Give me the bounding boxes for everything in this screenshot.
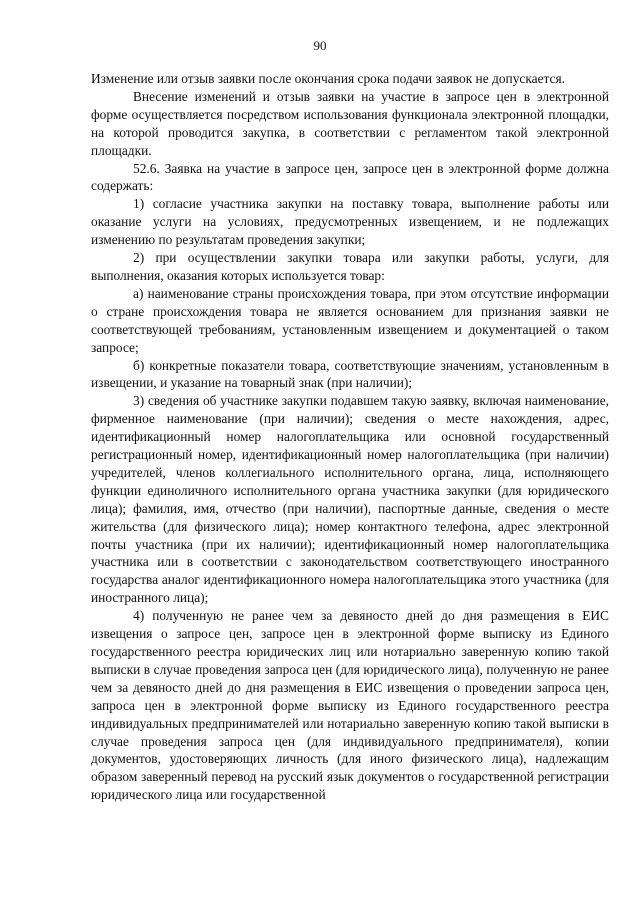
paragraph: Изменение или отзыв заявки после окончания срока подачи заявок не допускается. — [91, 71, 565, 86]
paragraph: 52.6. Заявка на участие в запросе цен, запросе цен в электронной форме должна содержать: — [91, 160, 609, 194]
paragraph: 3) сведения об участнике закупки подавшем такую заявку, включая наименование, фирменное наименование (при наличии); сведения о месте нахождения, адрес, идентификационный номер налогоплательщика или основной государственный регистрационный номер, идентификационный номер налогоплательщика (при наличии) учредителей, членов коллегиального исполнительного органа, лица, исполняющего функции единоличного исполнительного органа участника закупки (для юридического лица); фамилия, имя, отчество (при наличии), паспортные данные, сведения о месте жительства (для физического лица); номер контактного телефона, адрес электронной почты участника (при их наличии); идентификационный номер налогоплательщика участника или в соответствии с законодательством соответствующего иностранного государства аналог идентификационного номера налогоплательщика этого участника (для иностранного лица); — [91, 393, 609, 606]
paragraph: 2) при осуществлении закупки товара или закупки работы, услуги, для выполнения, оказания которых используется товар: — [91, 250, 609, 283]
paragraph: 1) согласие участника закупки на поставку товара, выполнение работы или оказание услуги на условиях, предусмотренных извещением, и не подлежащих изменению по результатам проведения закупки; — [91, 196, 609, 248]
page-number: 90 — [313, 38, 327, 53]
paragraph: б) конкретные показатели товара, соответствующие значениям, установленным в извещении, и указание на товарный знак (при наличии); — [91, 357, 609, 391]
paragraph: 4) полученную не ранее чем за девяносто дней до дня размещения в ЕИС извещения о запросе цен, запросе цен в электронной форме выписку из Единого государственного реестра юридических лиц или нотариально заверенную копию такой выписки в случае проведения запроса цен (для юридического лица), полученную не ранее чем за девяносто дней до дня размещения в ЕИС извещения о проведении запроса цен, запроса цен в электронной форме выписку из Единого государственного реестра индивидуальных предпринимателей или нотариально заверенную копию такой выписки в случае проведения запроса цен (для индивидуального предпринимателя), копии документов, удостоверяющих личность (для иного физического лица), надлежащим образом заверенный перевод на русский язык документов о государственной регистрации юридического лица или государственной — [91, 608, 609, 803]
paragraph: Внесение изменений и отзыв заявки на участие в запросе цен в электронной форме осуществляется посредством использования функционала электронной площадки, на которой проводится закупка, в соответствии с регламентом такой электронной площадки. — [91, 88, 609, 158]
document-body — [91, 70, 609, 804]
paragraph: а) наименование страны происхождения товара, при этом отсутствие информации о стране происхождения товара не является основанием для признания заявки не соответствующей требованиям, установленным извещением и документацией о таком запросе; — [91, 285, 609, 355]
